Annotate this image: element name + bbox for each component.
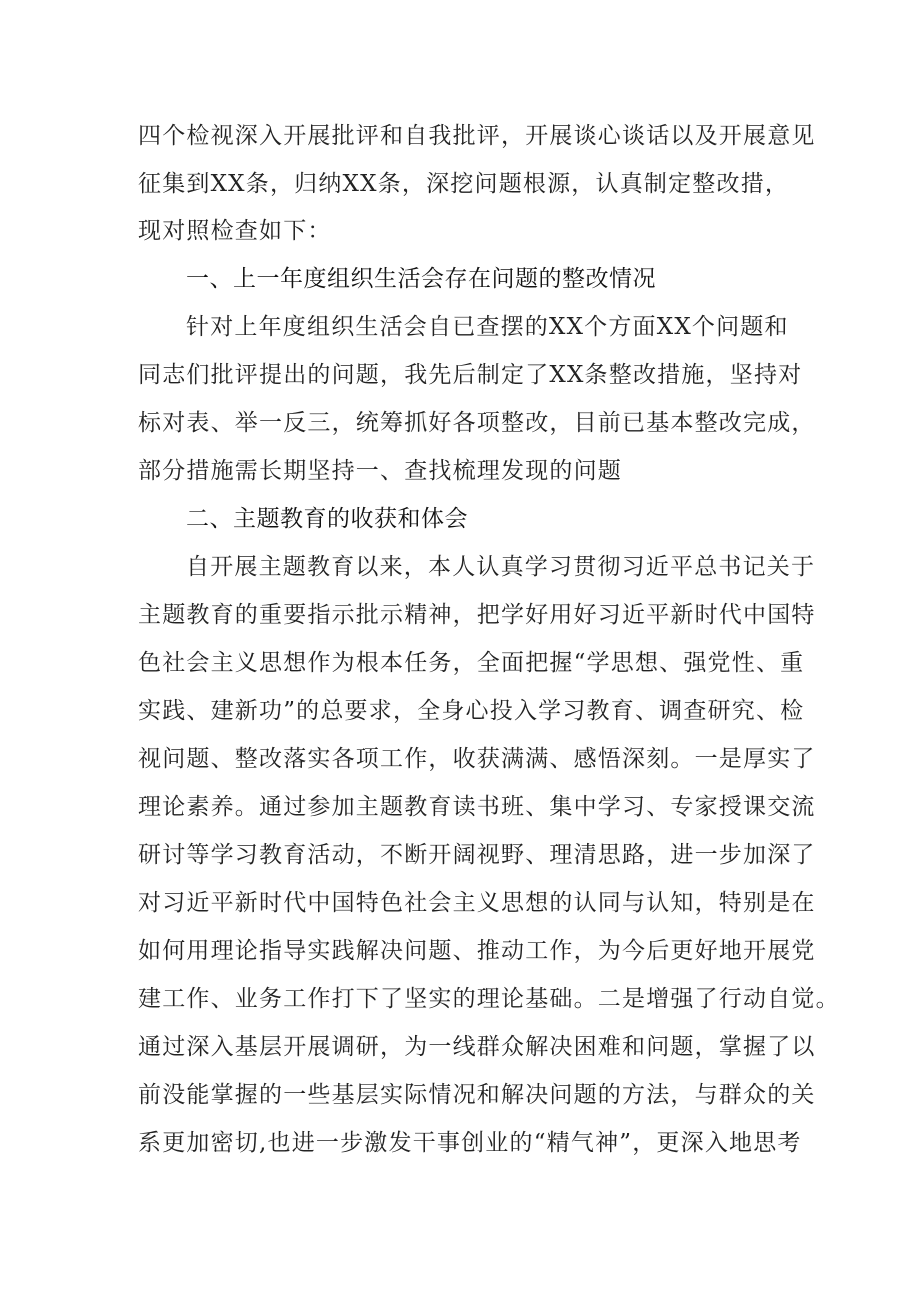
intro-line-1: 四个检视深入开展批评和自我批评，开展谈心谈话以及开展意见 — [138, 123, 816, 149]
section-2-line-6: 理论素养。通过参加主题教育读书班、集中学习、专家授课交流 — [138, 794, 816, 820]
intro-line-2: 征集到XX条，归纳XX条，深挖问题根源，认真制定整改措， — [138, 171, 790, 197]
section-2-line-1: 自开展主题教育以来，本人认真学习贯彻习近平总书记关于 — [186, 554, 816, 580]
section-2-line-5: 视问题、整改落实各项工作，收获满满、感悟深刻。一是厚实了 — [138, 746, 816, 772]
section-2-line-13: 系更加密切,也进一步激发干事创业的“精气神”，更深入地思考 — [138, 1130, 802, 1156]
section-2-heading: 二、主题教育的收获和体会 — [186, 506, 468, 532]
section-2-line-11: 通过深入基层开展调研，为一线群众解决困难和问题，掌握了以 — [138, 1034, 816, 1060]
section-2-line-7: 研讨等学习教育活动，不断开阔视野、理清思路，进一步加深了 — [138, 842, 816, 868]
intro-line-3: 现对照检查如下： — [138, 218, 332, 244]
section-1-line-1: 针对上年度组织生活会自已查摆的XX个方面XX个问题和 — [186, 314, 789, 340]
section-2-line-3: 色社会主义思想作为根本任务，全面把握“学思想、强党性、重 — [138, 650, 805, 676]
section-2-line-10: 建工作、业务工作打下了坚实的理论基础。二是增强了行动自觉。 — [138, 986, 840, 1012]
section-1-heading: 一、上一年度组织生活会存在问题的整改情况 — [186, 266, 656, 292]
section-2-line-8: 对习近平新时代中国特色社会主义思想的认同与认知，特别是在 — [138, 890, 816, 916]
section-2-line-12: 前没能掌握的一些基层实际情况和解决问题的方法，与群众的关 — [138, 1082, 816, 1108]
section-2-line-9: 如何用理论指导实践解决问题、推动工作，为今后更好地开展党 — [138, 938, 816, 964]
section-2-line-4: 实践、建新功”的总要求，全身心投入学习教育、调查研究、检 — [138, 698, 805, 724]
section-2-line-2: 主题教育的重要指示批示精神，把学好用好习近平新时代中国特 — [138, 602, 816, 628]
section-1-line-3: 标对表、举一反三，统筹抓好各项整改，目前已基本整改完成， — [138, 410, 816, 436]
section-1-line-4: 部分措施需长期坚持一、查找梳理发现的问题 — [138, 458, 622, 484]
section-1-line-2: 同志们批评提出的问题，我先后制定了XX条整改措施，坚持对 — [138, 362, 803, 388]
